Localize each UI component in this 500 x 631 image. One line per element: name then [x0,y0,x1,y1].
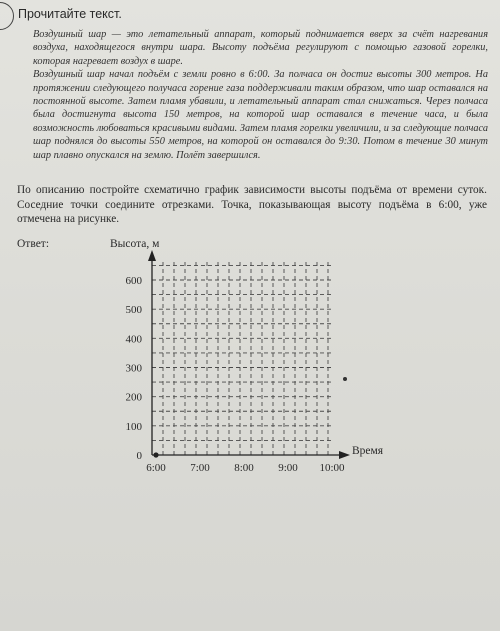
marked-start-point [153,452,158,457]
x-tick-label: 6:00 [146,462,166,474]
stray-mark [343,377,347,381]
text-paragraph-2: Воздушный шар начал подъём с земли ровно в 6:00. За полчаса он достиг высоты 300 метров. На протяжении следующего получаса горение газа поддерживали таким образом, что шар оставался на постоянной высоте. Затем пламя убавили, и летательный аппарат стал снижаться. Через полчаса была достигнута высота 150 метров, на которой шар оставался в течение часа, и была возможность любоваться красивыми видами. Затем пламя горелки увеличили, и за следующие полчаса шар поднялся до высоты 550 метров, на которой он оставался до 9:30. Потом в течение 30 минут шар плавно опускался на землю. Полёт завершился. [33,69,488,161]
x-tick-label: 10:00 [319,462,345,474]
y-axis-title: Высота, м [110,238,160,250]
y-tick-label: 500 [125,304,142,317]
y-tick-label: 100 [125,420,142,433]
y-axis-arrow [148,250,156,261]
y-tick-label: 300 [125,362,142,375]
x-tick-label: 9:00 [278,462,298,474]
answer-label: Ответ: [17,238,50,250]
x-axis-title: Время [352,445,384,457]
y-tick-label: 0 [136,450,142,462]
text-paragraph-1: Воздушный шар — это летательный аппарат, который поднимается вверх за счёт нагревания воздуха, находящегося внутри шара. Высоту подъёма регулируют с помощью газовой горелки, которая нагревает воздух в шаре. [33,29,488,67]
y-tick-label: 600 [125,275,142,287]
task-instruction: По описанию постройте схематично график зависимости высоты подъёма от времени суток. Соседние точки соедините отрезками. Точка, показывающая высоту подъёма в 6:00, уже отмечена на рисунке. [17,184,487,225]
task-header: Прочитайте текст. [18,7,122,21]
x-axis-arrow [339,451,350,459]
y-tick-label: 200 [125,391,142,404]
x-tick-label: 7:00 [190,462,210,474]
y-tick-label: 400 [125,333,142,346]
x-tick-label: 8:00 [234,462,254,474]
